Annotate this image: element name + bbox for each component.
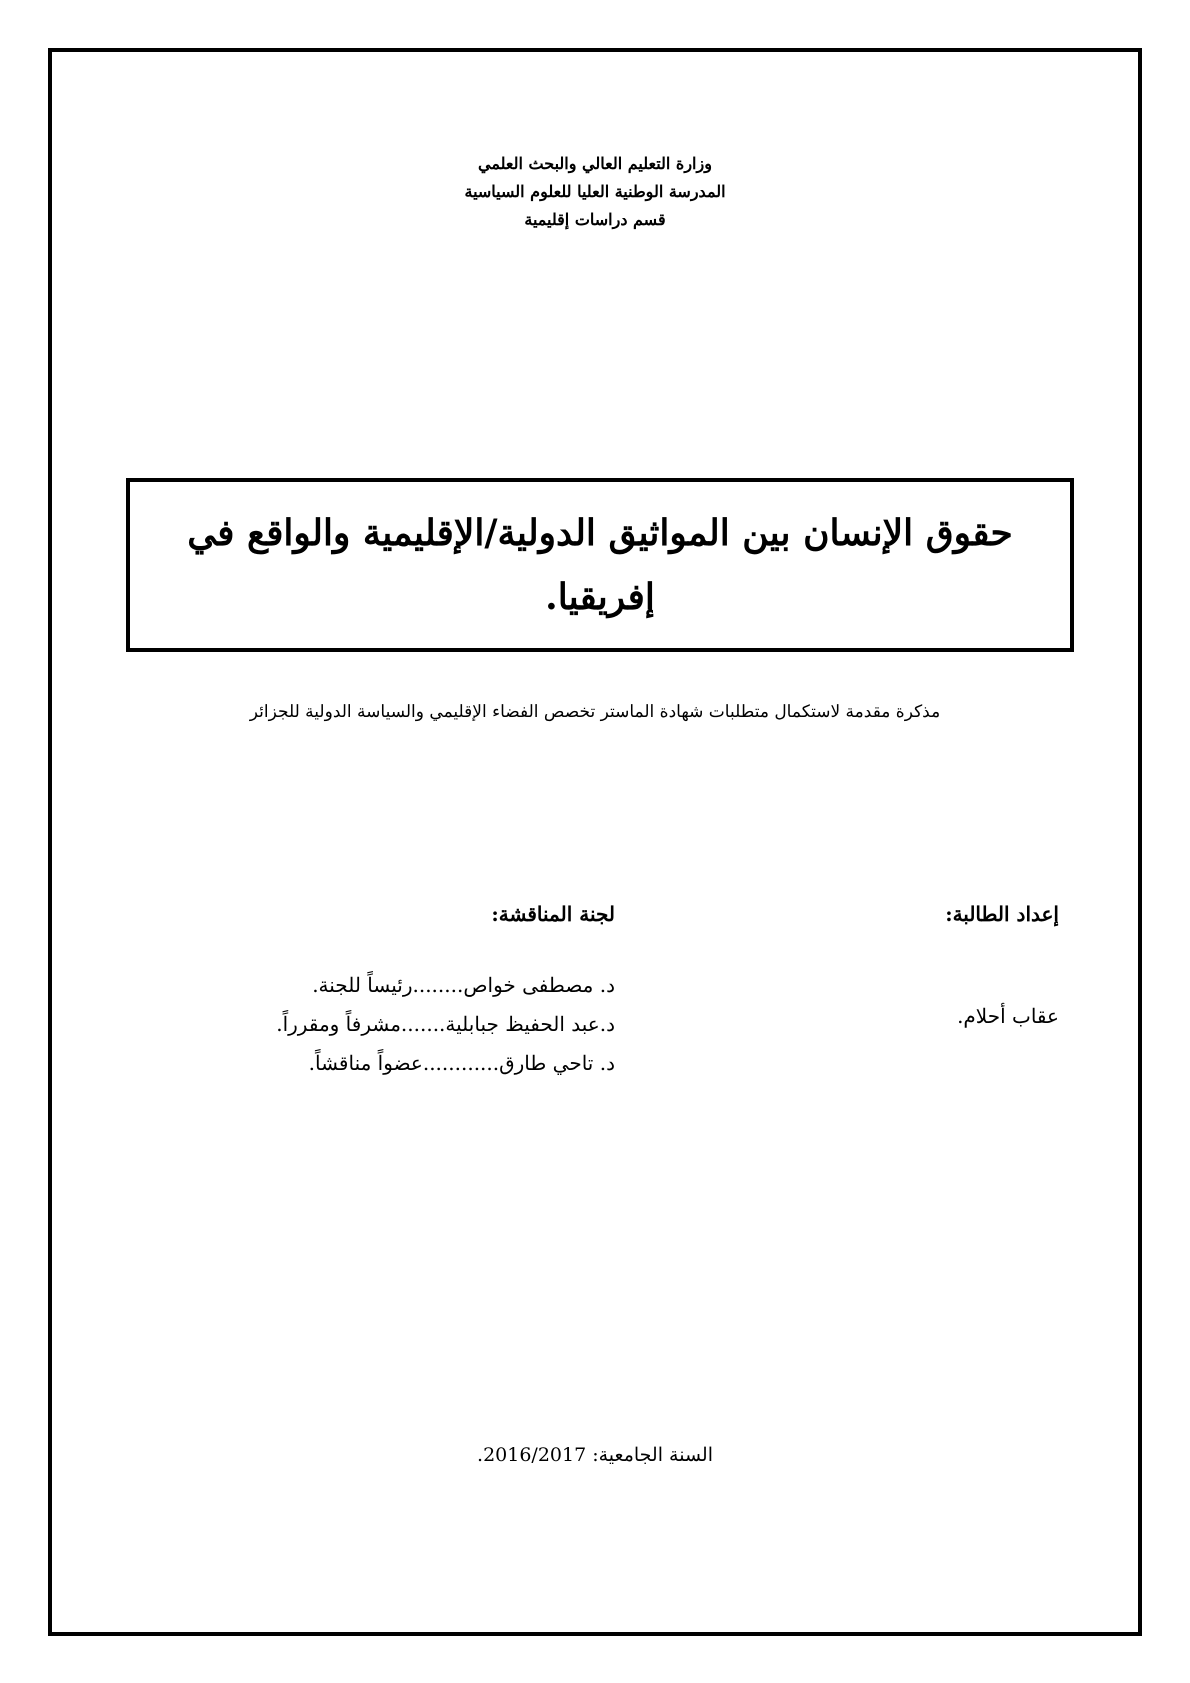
academic-year: السنة الجامعية: 2016/2017. [477, 1444, 713, 1466]
thesis-title-box [126, 478, 1074, 652]
thesis-title-line-1: حقوق الإنسان بين المواثيق الدولية/الإقليمية والواقع في [187, 512, 1013, 554]
ministry-name: وزارة التعليم العالي والبحث العلمي [478, 154, 712, 173]
committee-member-supervisor: د.عبد الحفيظ جبابلية.......مشرفاً ومقرراً. [276, 1012, 615, 1036]
department-name: قسم دراسات إقليمية [524, 210, 666, 229]
committee-label: لجنة المناقشة: [491, 902, 615, 926]
thesis-title-line-2: إفريقيا. [545, 576, 655, 618]
committee-list [276, 966, 615, 1083]
committee-member-examiner: د. تاحي طارق............عضواً مناقشاً. [308, 1051, 615, 1075]
committee-member-chair: د. مصطفى خواص........رئيساً للجنة. [312, 973, 615, 997]
thesis-subtitle: مذكرة مقدمة لاستكمال متطلبات شهادة الماستر تخصص الفضاء الإقليمي والسياسة الدولية للجزائر [249, 702, 941, 722]
institution-header [0, 150, 1190, 234]
page-border [48, 48, 1142, 1636]
student-name: عقاب أحلام. [957, 1004, 1059, 1028]
school-name: المدرسة الوطنية العليا للعلوم السياسية [464, 182, 726, 201]
prepared-by-label: إعداد الطالبة: [945, 902, 1059, 926]
